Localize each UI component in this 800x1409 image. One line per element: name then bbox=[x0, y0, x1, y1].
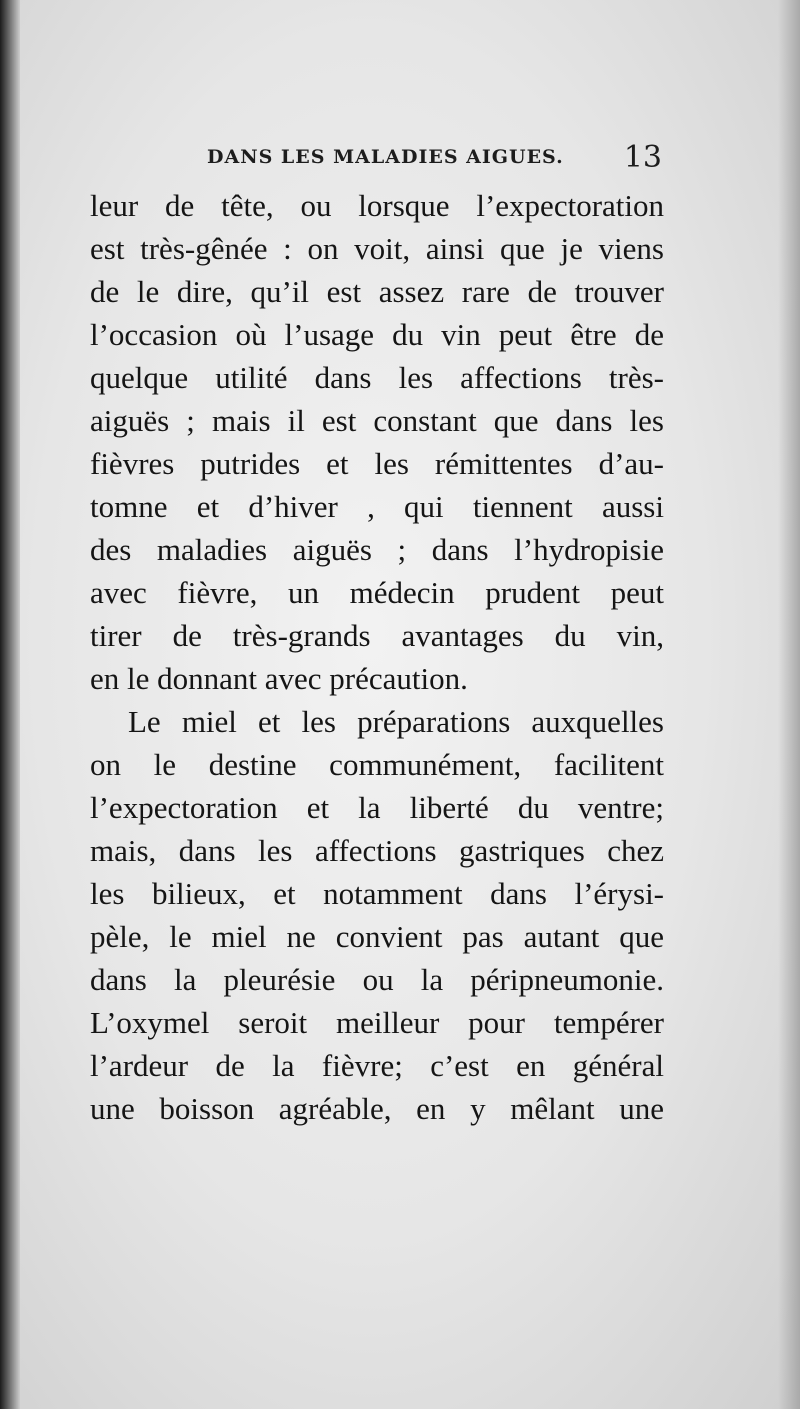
body-text bbox=[90, 184, 664, 1130]
text-line: des maladies aiguës ; dans l’hydropisie bbox=[90, 532, 664, 567]
paragraph-end-line: en le donnant avec précaution. bbox=[90, 661, 468, 696]
text-line: mais, dans les affections gastriques chez bbox=[90, 833, 664, 868]
text-line: leur de tête, ou lorsque l’expectoration bbox=[90, 188, 664, 223]
running-header bbox=[90, 140, 662, 180]
text-line: est très-gênée : on voit, ainsi que je viens bbox=[90, 231, 664, 266]
text-line: pèle, le miel ne convient pas autant que bbox=[90, 919, 664, 954]
running-title: DANS LES MALADIES AIGUES. bbox=[207, 146, 564, 168]
text-line: l’occasion où l’usage du vin peut être de bbox=[90, 317, 664, 352]
text-line: fièvres putrides et les rémittentes d’au- bbox=[90, 446, 664, 481]
page-number: 13 bbox=[623, 140, 662, 175]
page-edge-shadow bbox=[778, 0, 800, 1409]
text-line: de le dire, qu’il est assez rare de trouver bbox=[90, 274, 664, 309]
text-line: une boisson agréable, en y mêlant une bbox=[90, 1091, 664, 1126]
text-line: on le destine communément, facilitent bbox=[90, 747, 664, 782]
text-line: quelque utilité dans les affections très- bbox=[90, 360, 664, 395]
text-line: l’expectoration et la liberté du ventre; bbox=[90, 790, 664, 825]
text-line: dans la pleurésie ou la péripneumonie. bbox=[90, 962, 664, 997]
text-line: L’oxymel seroit meilleur pour tempérer bbox=[90, 1005, 664, 1040]
text-line: avec fièvre, un médecin prudent peut bbox=[90, 575, 664, 610]
text-line: l’ardeur de la fièvre; c’est en général bbox=[90, 1048, 664, 1083]
text-line: tirer de très-grands avantages du vin, bbox=[90, 618, 664, 653]
book-gutter-shadow bbox=[0, 0, 20, 1409]
text-line: aiguës ; mais il est constant que dans les bbox=[90, 403, 664, 438]
paragraph-first-line: Le miel et les préparations auxquelles bbox=[128, 704, 664, 739]
text-line: tomne et d’hiver , qui tiennent aussi bbox=[90, 489, 664, 524]
text-line: les bilieux, et notamment dans l’érysi- bbox=[90, 876, 664, 911]
